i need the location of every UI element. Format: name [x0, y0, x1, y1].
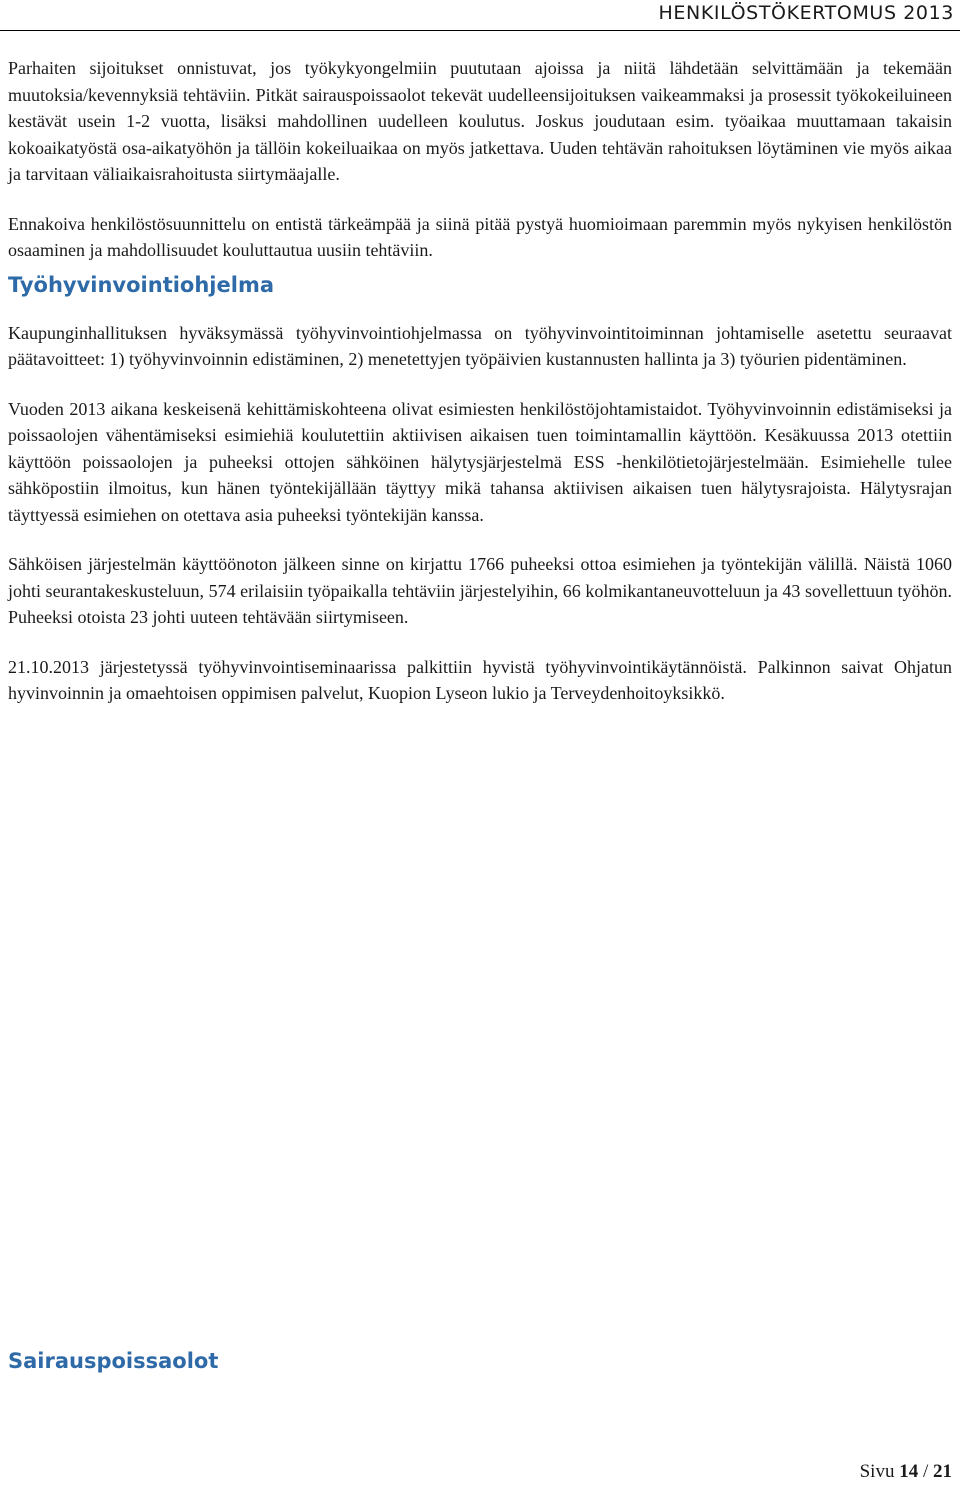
body-paragraph: Sähköisen järjestelmän käyttöönoton jälkeen sinne on kirjattu 1766 puheeksi ottoa esimiehen ja työntekijän välillä. Näistä 1060 johti seurantakeskusteluun, 574 erilaisiin työpaikalla tehtäviin järjestelyihin, 66 kolmikantaneuvotteluun ja 43 sovellettuun työhön. Puheeksi otoista 23 johti uuteen tehtävään siirtymiseen. [8, 554, 952, 627]
page-number-total: 21 [933, 1461, 952, 1482]
page-number-separator: / [918, 1461, 933, 1482]
page-number [860, 1461, 952, 1483]
page-number-current: 14 [899, 1461, 919, 1482]
header-divider [0, 30, 960, 31]
body-paragraph: Parhaiten sijoitukset onnistuvat, jos työkykyongelmiin puututaan ajoissa ja niitä lähdetään selvittämään ja tekemään muutoksia/kevennyksiä tehtäviin. Pitkät sairauspoissaolot tekevät uudelleensijoituksen vaikeammaksi ja prosessit työkokeiluineen kestävät usein 1-2 vuotta, lisäksi mahdollinen uudelleen koulutus. Joskus joudutaan esim. työaikaa muuttamaan takaisin kokoaikatyöstä osa-aikatyöhön ja tällöin kokeiluaikaa on myös jatkettava. Uuden tehtävän rahoituksen löytäminen vie myös aikaa ja tarvitaan väliaikaisrahoitusta siirtymäajalle. [8, 58, 952, 184]
body-paragraph: Kaupunginhallituksen hyväksymässä työhyvinvointiohjelmassa on työhyvinvointitoiminnan johtamiselle asetettu seuraavat päätavoitteet: 1) työhyvinvoinnin edistäminen, 2) menetettyjen työpäivien kustannusten hallinta ja 3) työurien pidentäminen. [8, 322, 952, 369]
running-header-title: HENKILÖSTÖKERTOMUS 2013 [658, 2, 954, 24]
body-paragraph: Ennakoiva henkilöstösuunnittelu on entistä tärkeämpää ja siinä pitää pystyä huomioimaan paremmin myös nykyisen henkilöstön osaaminen ja mahdollisuudet kouluttautua uusiin tehtäviin. [8, 213, 952, 260]
section-heading-tyohyvinvointiohjelma: Työhyvinvointiohjelma [8, 272, 274, 297]
page-number-prefix: Sivu [859, 1461, 900, 1482]
page-body [8, 55, 952, 730]
body-paragraph: Vuoden 2013 aikana keskeisenä kehittämiskohteena olivat esimiesten henkilöstöjohtamistaidot. Työhyvinvoinnin edistämiseksi ja poissaolojen vähentämiseksi esimiehiä koulutettiin aktiivisen aikaisen tuen toimintamallin käyttöön. Kesäkuussa 2013 otettiin käyttöön poissaolojen ja puheeksi ottojen sähköinen hälytysjärjestelmä ESS -henkilötietojärjestelmään. Esimiehelle tulee sähköpostiin ilmoitus, kun hänen työntekijällään täyttyy mikä tahansa aktiivisen aikaisen tuen hälytysrajoista. Hälytysrajan täyttyessä esimiehen on otettava asia puheeksi työntekijän kanssa. [8, 398, 952, 525]
body-paragraph: 21.10.2013 järjestetyssä työhyvinvointiseminaarissa palkittiin hyvistä työhyvinvointikäytännöistä. Palkinnon saivat Ohjatun hyvinvoinnin ja omaehtoisen oppimisen palvelut, Kuopion Lyseon lukio ja Terveydenhoitoyksikkö. [8, 656, 952, 703]
section-heading-sairauspoissaolot: Sairauspoissaolot [8, 1349, 219, 1373]
